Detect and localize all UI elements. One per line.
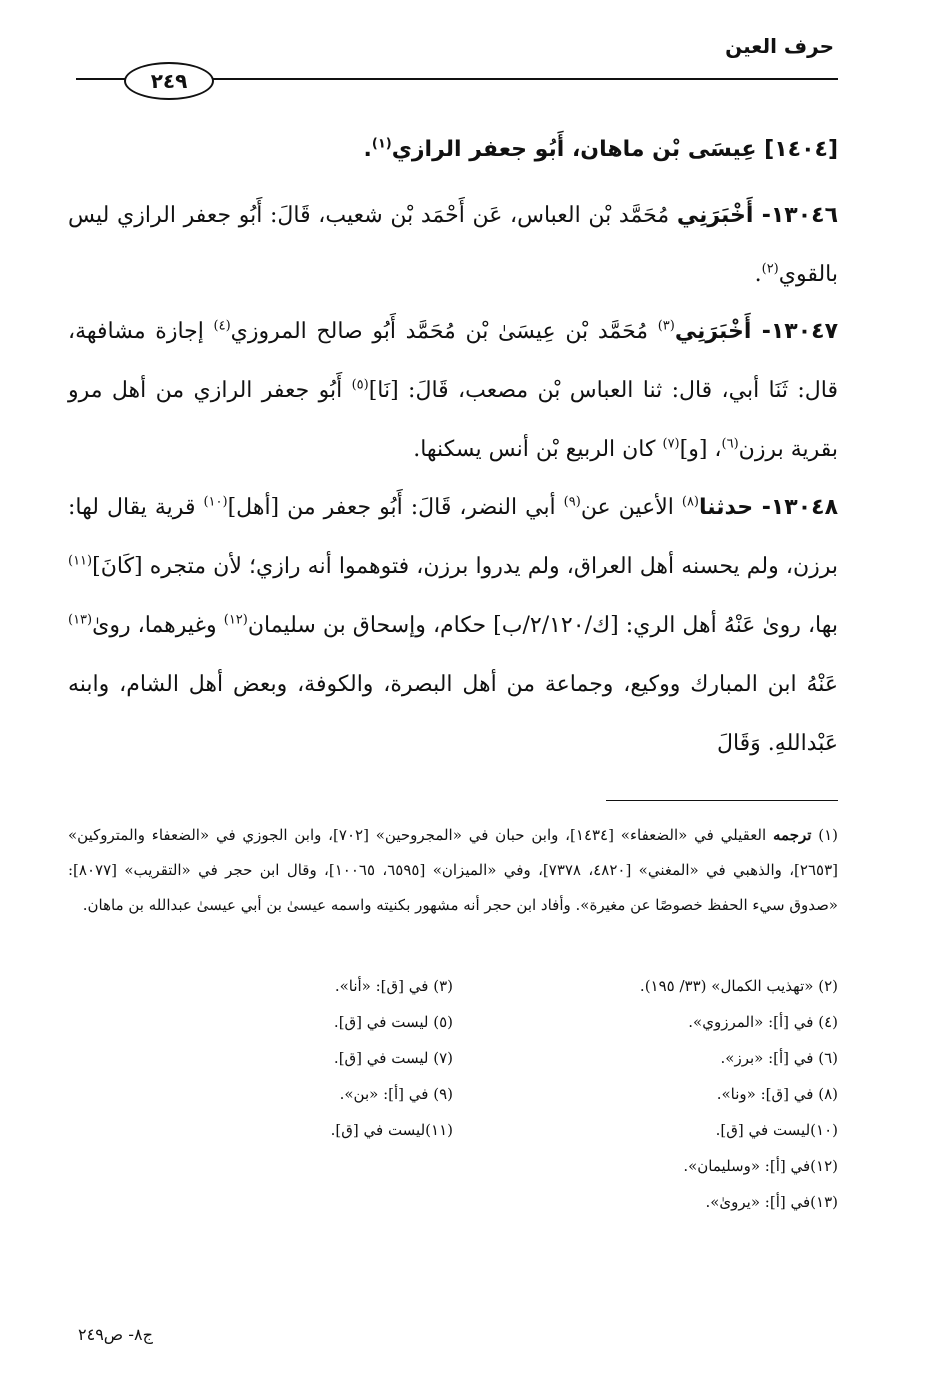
note-ref: (٤) — [213, 318, 231, 334]
document-page — [68, 0, 838, 1376]
note-ref: (٧) — [662, 436, 680, 452]
page-number: ٢٤٩ — [150, 69, 188, 93]
note-ref: (١١) — [68, 553, 93, 569]
footnote: (١٢)في [أ]: «وسليمان». — [683, 1157, 838, 1175]
entry-heading — [68, 128, 838, 172]
paragraph-text: وغيرهما، روىٰ — [92, 613, 224, 638]
page-number-oval — [124, 62, 214, 100]
note-ref: (١٢) — [223, 612, 248, 628]
paragraph-13046 — [68, 186, 838, 304]
footnote: (٨) في [ق]: «ونا». — [716, 1085, 838, 1103]
note-ref: (١) — [371, 136, 392, 152]
paragraph-text: ، [و] — [679, 437, 722, 462]
paragraph-text: الأعين عن — [580, 495, 682, 520]
note-ref: (٨) — [681, 494, 699, 510]
entry-heading-text: [١٤٠٤] عِيسَى بْن ماهان، أَبُو جعفر الرازي — [391, 137, 838, 162]
footnote: (٩) في [أ]: «بن». — [339, 1085, 453, 1103]
note-ref: (٩) — [563, 494, 581, 510]
paragraph-text: كان الربيع بْن أنس يسكنها. — [413, 437, 663, 462]
paragraph-13048 — [68, 478, 838, 773]
paragraph-text: عَنْهُ ابن المبارك ووكيع، وجماعة من أهل البصرة، والكوفة، وبعض أهل الشام، وابنه عَبْداللهِ. وَقَالَ — [68, 672, 838, 756]
note-ref: (٢) — [761, 261, 779, 277]
footnote-row — [68, 1076, 838, 1112]
footnote: (٣) في [ق]: «أنا». — [334, 977, 453, 995]
paragraph-text: . — [754, 262, 762, 287]
note-ref: (١٣) — [68, 612, 93, 628]
footnote: (٧) ليست في [ق]. — [333, 1049, 453, 1067]
footnote-lead: ترجمه — [772, 826, 812, 844]
footnote: (٤) في [أ]: «المرزوي». — [688, 1013, 838, 1031]
note-ref: (٥) — [351, 377, 369, 393]
footnote-list — [68, 968, 838, 1220]
paragraph-text: أبي النضر، قَالَ: أَبُو جعفر من [أهل] — [227, 495, 564, 520]
footnote: (١٣)في [أ]: «يروىٰ». — [705, 1193, 838, 1211]
footnote-row — [68, 1112, 838, 1148]
footnote: (١١)ليست في [ق]. — [330, 1121, 453, 1139]
paragraph-text: إجازة مشافهة، قال: ثَنَا أبي، قال: ثنا العباس بْن مصعب، قَالَ: [نَا] — [68, 319, 838, 403]
paragraph-text: مُحَمَّد بْن عِيسَىٰ بْن مُحَمَّد أَبُو صالح المروزي — [230, 319, 658, 344]
footnote-1 — [68, 818, 838, 923]
paragraph-13047 — [68, 302, 838, 479]
paragraph-text: مُحَمَّد بْن العباس، عَن أَحْمَد بْن شعيب، قَالَ: أَبُو جعفر الرازي ليس بالقوي — [68, 203, 838, 287]
footnote-separator — [606, 800, 838, 801]
paragraph-text: أَبُو جعفر الرازي من أهل مرو بقرية برزن — [68, 378, 838, 462]
running-head: حرف العين — [725, 34, 834, 58]
footnote: (٥) ليست في [ق]. — [333, 1013, 453, 1031]
note-ref: (٦) — [721, 436, 739, 452]
footnote-row — [68, 1004, 838, 1040]
report-lead: ١٣٠٤٨- حدثنا — [699, 495, 838, 520]
footnote: (١٠)ليست في [ق]. — [715, 1121, 838, 1139]
note-ref: (١٠) — [203, 494, 228, 510]
paragraph-text: بها، روىٰ عَنْهُ أهل الري: [ك/٢/١٢٠/ب] حكام، وإسحاق بن سليمان — [247, 613, 839, 638]
footnote-row — [68, 1040, 838, 1076]
footnote: (٦) في [أ]: «برز». — [720, 1049, 838, 1067]
footnote: (٢) «تهذيب الكمال» (٣٣/ ١٩٥). — [639, 977, 838, 995]
note-ref: (٣) — [657, 318, 675, 334]
report-lead: ١٣٠٤٧- أَخْبَرَنِي — [674, 319, 838, 344]
footnote-row — [68, 1184, 838, 1220]
footnote-text: العقيلي في «الضعفاء» [١٤٣٤]، وابن حبان في «المجروحين» [٧٠٢]، وابن الجوزي في «الضعفاء والمتروكين» [٢٦٥٣]، والذهبي في «المغني» [٤٨٢٠، ٧٣٧٨]، وفي «الميزان» [٦٥٩٥، ١٠٠٦٥]، وقال ابن حجر في «التقريب» [٨٠٧٧]: «صدوق سيء الحفظ خصوصًا عن مغيرة». وأفاد ابن حجر أنه مشهور بكنيته واسمه عيسىٰ بن أبي عيسىٰ عبدالله بن ماهان. — [68, 826, 838, 914]
entry-heading-end: . — [363, 137, 372, 162]
footnote-row — [68, 968, 838, 1004]
report-lead: ١٣٠٤٦- أَخْبَرَنِي — [676, 203, 839, 228]
volume-page-reference: ج٨- ص٢٤٩ — [78, 1325, 153, 1344]
footnote-row — [68, 1148, 838, 1184]
paragraph-text: قرية يقال لها: برزن، ولم يحسنه أهل العراق، ولم يدروا برزن، فتوهموا أنه رازي؛ لأن متجره [كَانَ] — [68, 495, 838, 579]
footnote-number: (١) — [818, 826, 839, 844]
